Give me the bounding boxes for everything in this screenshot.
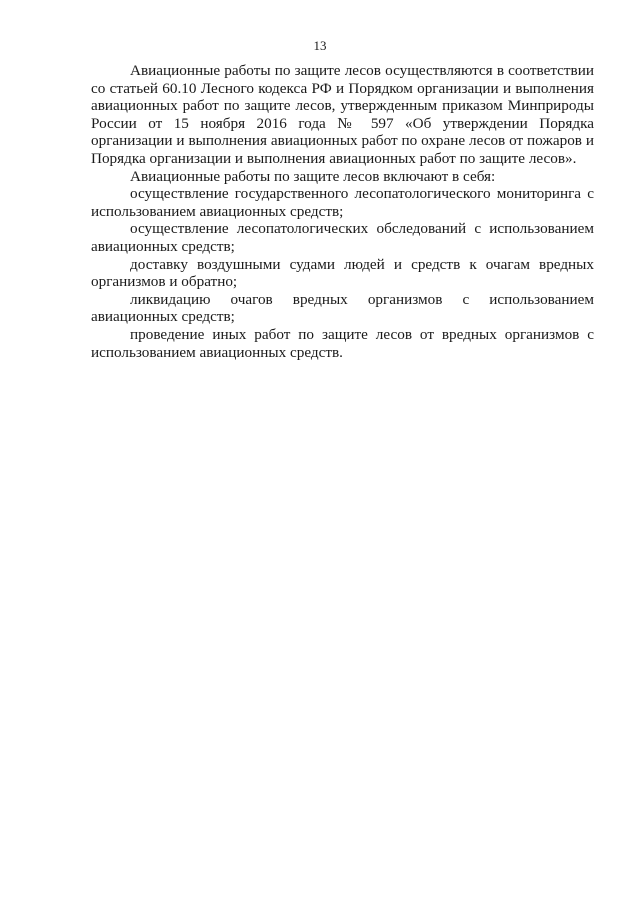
page-number: 13 <box>313 38 327 53</box>
document-body <box>91 62 594 361</box>
paragraph-list-intro: Авиационные работы по защите лесов включают в себя: <box>130 167 496 185</box>
list-item-delivery: доставку воздушными судами людей и средств к очагам вредных организмов и обратно; <box>91 255 594 291</box>
list-item-surveys: осуществление лесопатологических обследований с использованием авиационных средств; <box>91 220 594 255</box>
list-item-liquidation: ликвидацию очагов вредных организмов с использованием авиационных средств; <box>91 290 594 326</box>
list-item-other-works: проведение иных работ по защите лесов от вредных организмов с использованием авиационных средств. <box>91 325 594 361</box>
paragraph-legal-basis: Авиационные работы по защите лесов осуществляются в соответствии со статьей 60.10 Лесного кодекса РФ и Порядком организации и выполнения авиационных работ по защите лесов, утвержденным приказом Минприроды России от 15 ноября 2016 года № 597 «Об утверждении Порядка организации и выполнения авиационных работ по охране лесов от пожаров и Порядка организации и выполнения авиационных работ по защите лесов». <box>91 62 594 167</box>
list-item-monitoring: осуществление государственного лесопатологического мониторинга с использованием авиационных средств; <box>91 185 594 220</box>
